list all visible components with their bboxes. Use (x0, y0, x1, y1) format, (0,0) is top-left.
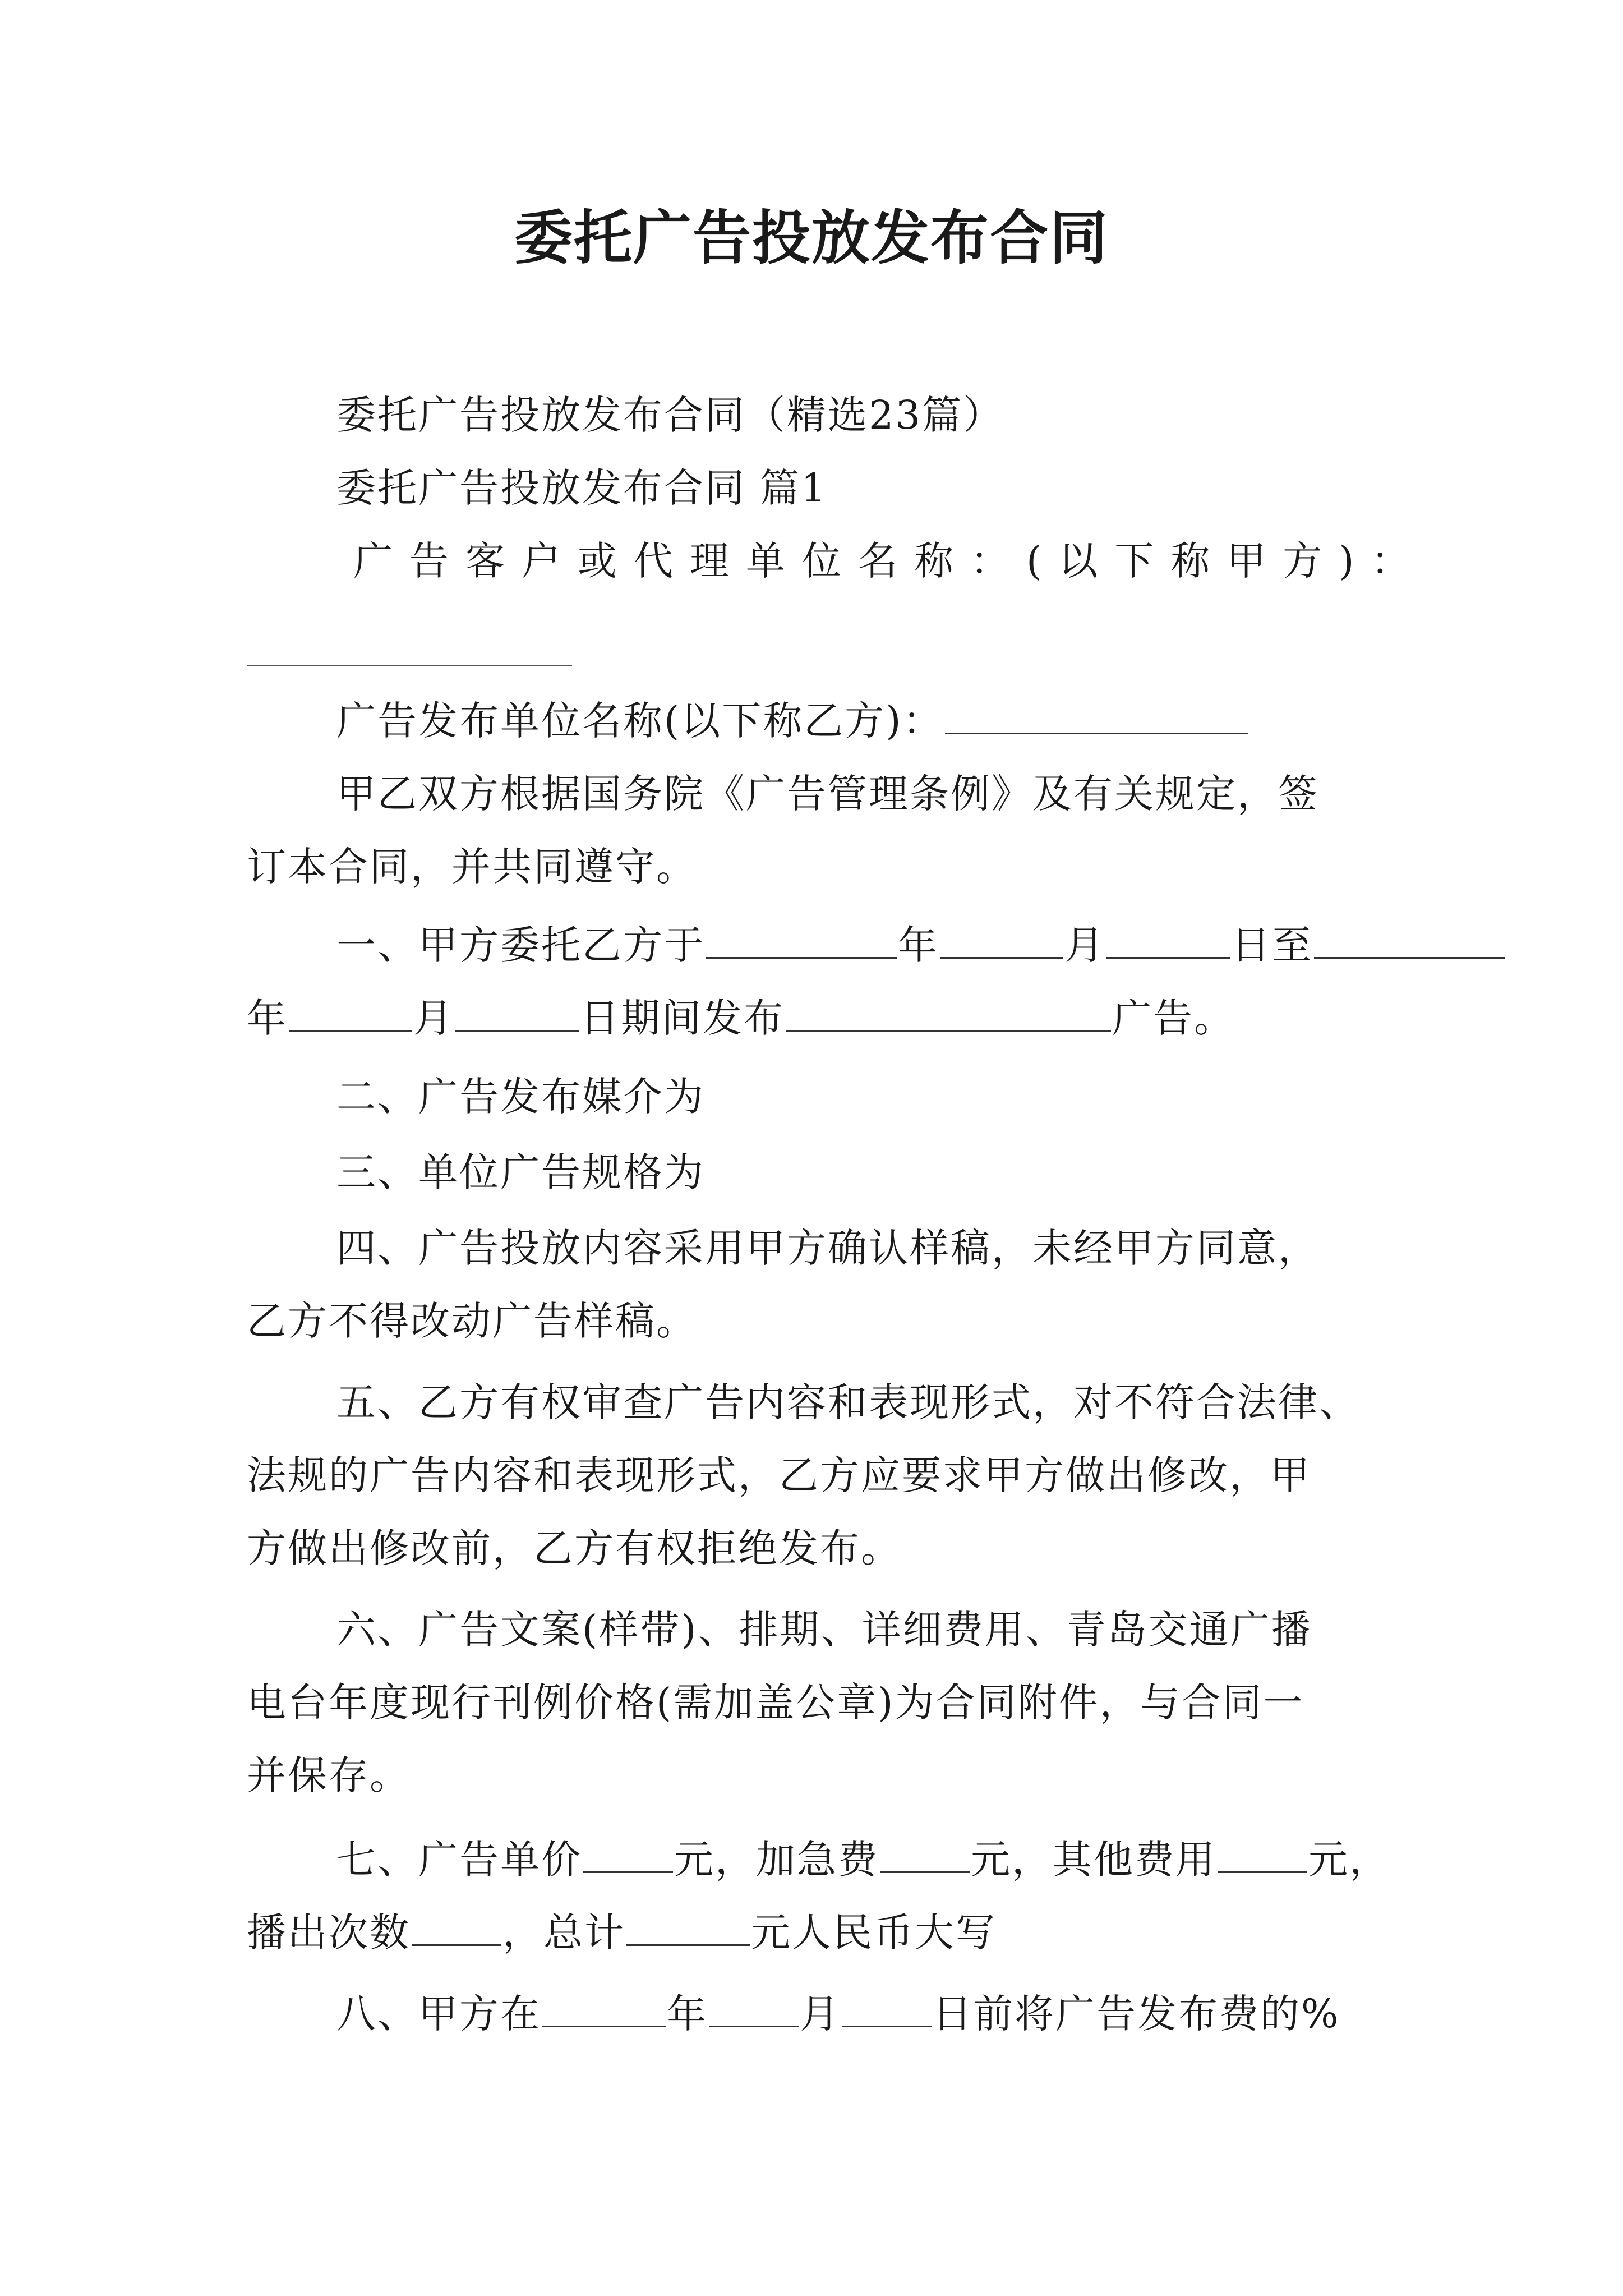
clause-7-line-2 (247, 1904, 997, 1961)
subtitle: 委托广告投放发布合同（精选23篇） (336, 392, 1004, 438)
blank (842, 1991, 932, 2027)
clause-5-line-1: 五、乙方有权审查广告内容和表现形式，对不符合法律、 (336, 1379, 1360, 1425)
blank (1314, 922, 1505, 959)
blank (542, 1991, 666, 2027)
clause-8-end: 日前将广告发布费的% (933, 1991, 1340, 2037)
blank (626, 1910, 750, 1946)
blank (583, 1837, 673, 1873)
clause-1-year-2: 年 (247, 995, 288, 1041)
blank (455, 995, 579, 1032)
clause-7-total: ，总计 (502, 1910, 625, 1955)
clause-6-line-2: 电台年度现行刊例价格(需加盖公章)为合同附件，与合同一 (247, 1680, 1304, 1726)
clause-1-text: 一、甲方委托乙方于 (336, 922, 705, 968)
client-name-label: 广告客户或代理单位名称：(以下称甲方)： (353, 538, 1427, 584)
clause-7-plays: 播出次数 (247, 1910, 411, 1955)
clause-8-month: 月 (800, 1991, 841, 2037)
clause-4-line-1: 四、广告投放内容采用甲方确认样稿，未经甲方同意， (336, 1225, 1319, 1271)
publisher-name-label: 广告发布单位名称(以下称乙方)： (336, 698, 944, 744)
blank (289, 995, 412, 1032)
clause-8-line-1 (336, 1986, 1340, 2042)
blank (880, 1837, 970, 1873)
clause-1-line-2 (247, 990, 1235, 1046)
blank (412, 1910, 501, 1946)
clause-1-month-2: 月 (413, 995, 454, 1041)
clause-1-day-to: 日至 (1231, 922, 1313, 968)
clause-5-line-2: 法规的广告内容和表现形式，乙方应要求甲方做出修改，甲 (247, 1452, 1311, 1498)
clause-7-line-1 (336, 1832, 1390, 1888)
clause-2: 二、广告发布媒介为 (336, 1074, 705, 1120)
clause-1-period: 日期间发布 (580, 995, 785, 1041)
publisher-name-line (336, 693, 1249, 749)
clause-7-unit-price: 七、广告单价 (336, 1837, 582, 1883)
clause-3: 三、单位广告规格为 (336, 1149, 705, 1195)
clause-8-year: 年 (667, 1991, 708, 2037)
blank (709, 1991, 799, 2027)
blank (1218, 1837, 1307, 1873)
clause-1-end: 广告。 (1112, 995, 1235, 1041)
clause-8-text: 八、甲方在 (336, 1991, 541, 2037)
clause-6-line-1: 六、广告文案(样带)、排期、详细费用、青岛交通广播 (336, 1607, 1312, 1653)
clause-5-line-3: 方做出修改前，乙方有权拒绝发布。 (247, 1525, 902, 1571)
clause-7-other-fee: 元，其他费用 (971, 1837, 1216, 1883)
chapter-heading: 委托广告投放发布合同 篇1 (336, 465, 828, 511)
blank (1106, 922, 1230, 959)
clause-7-unit: 元， (1308, 1837, 1390, 1883)
publisher-name-blank (945, 698, 1248, 734)
clause-6-line-3: 并保存。 (247, 1752, 411, 1798)
intro-line-1: 甲乙双方根据国务院《广告管理条例》及有关规定，签 (336, 771, 1319, 817)
client-name-blank (247, 665, 572, 666)
blank (706, 922, 897, 959)
clause-1-line-1 (336, 917, 1506, 973)
blank (786, 995, 1111, 1032)
document-title: 委托广告投放发布合同 (514, 203, 1109, 272)
clause-7-rmb: 元人民币大写 (751, 1910, 997, 1955)
clause-1-year: 年 (898, 922, 939, 968)
intro-line-2: 订本合同，并共同遵守。 (247, 844, 697, 890)
blank (940, 922, 1063, 959)
clause-1-month: 月 (1064, 922, 1105, 968)
clause-4-line-2: 乙方不得改动广告样稿。 (247, 1298, 697, 1344)
clause-7-rush-fee: 元，加急费 (674, 1837, 879, 1883)
